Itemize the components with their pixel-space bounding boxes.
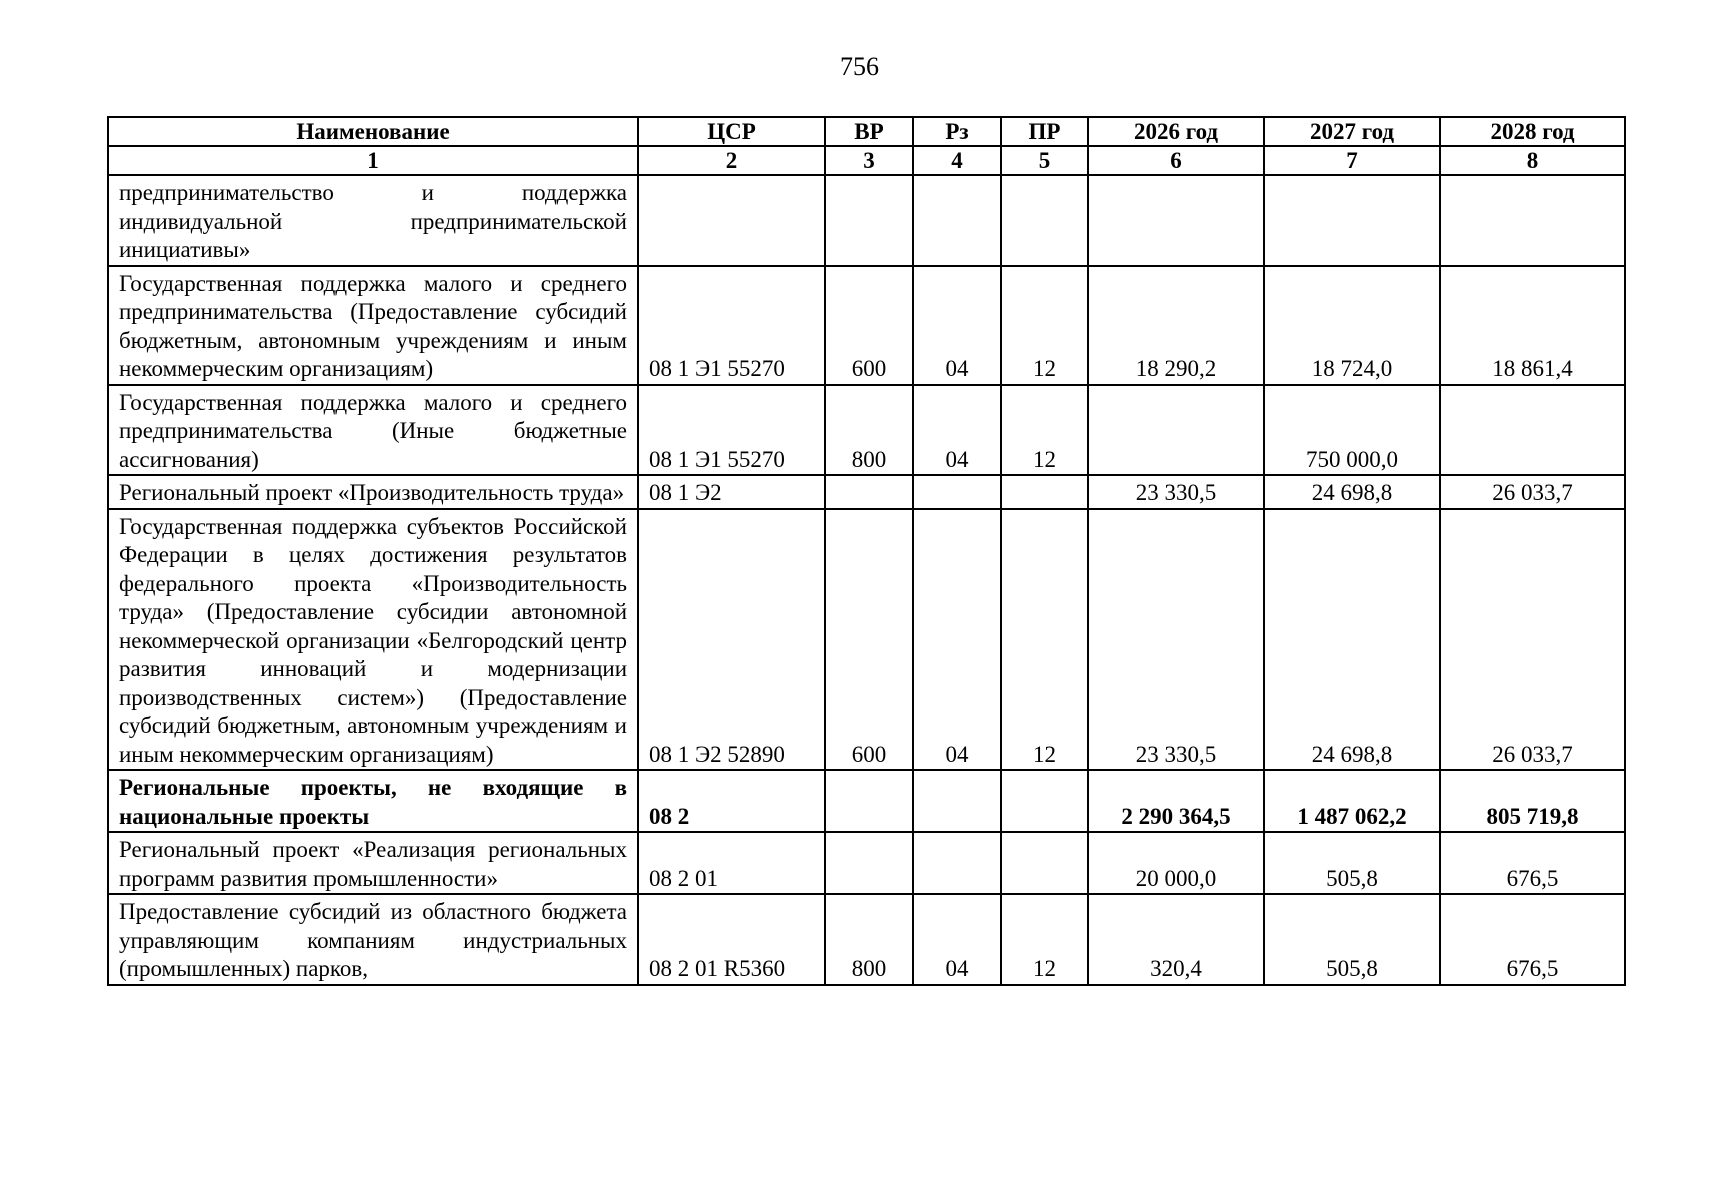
row-2026 <box>1088 175 1264 266</box>
row-name: Государственная поддержка малого и среднего предпринимательства (Предоставление субсидий бюджетным, автономным учреждениям и иным некоммерческим организациям) <box>108 266 638 385</box>
row-2026: 2 290 364,5 <box>1088 770 1264 832</box>
page-number: 756 <box>840 52 879 81</box>
row-2027: 750 000,0 <box>1264 385 1440 476</box>
row-2026: 23 330,5 <box>1088 509 1264 771</box>
column-number-row <box>108 146 1625 175</box>
table-row <box>108 385 1625 476</box>
column-header-name: Наименование <box>108 117 638 146</box>
row-2028: 26 033,7 <box>1440 509 1625 771</box>
row-rz: 04 <box>913 509 1001 771</box>
row-vr: 600 <box>825 266 913 385</box>
row-2028: 18 861,4 <box>1440 266 1625 385</box>
row-2027: 18 724,0 <box>1264 266 1440 385</box>
column-number: 2 <box>638 146 825 175</box>
row-vr <box>825 175 913 266</box>
column-number: 7 <box>1264 146 1440 175</box>
row-vr <box>825 770 913 832</box>
row-vr: 800 <box>825 894 913 985</box>
table-row <box>108 894 1625 985</box>
column-number: 5 <box>1001 146 1088 175</box>
row-pr: 12 <box>1001 266 1088 385</box>
row-csr: 08 1 Э1 55270 <box>638 385 825 476</box>
row-2028: 26 033,7 <box>1440 475 1625 509</box>
column-header-vr: ВР <box>825 117 913 146</box>
row-pr <box>1001 832 1088 894</box>
row-pr <box>1001 175 1088 266</box>
row-rz <box>913 475 1001 509</box>
row-2028 <box>1440 385 1625 476</box>
row-name: предпринимательство и поддержка индивидуальной предпринимательской инициативы» <box>108 175 638 266</box>
row-name: Предоставление субсидий из областного бюджета управляющим компаниям индустриальных (промышленных) парков, <box>108 894 638 985</box>
row-2027: 505,8 <box>1264 832 1440 894</box>
table-row <box>108 832 1625 894</box>
row-csr: 08 1 Э1 55270 <box>638 266 825 385</box>
row-name: Государственная поддержка малого и среднего предпринимательства (Иные бюджетные ассигнования) <box>108 385 638 476</box>
row-2027: 24 698,8 <box>1264 509 1440 771</box>
row-2028: 676,5 <box>1440 894 1625 985</box>
row-csr: 08 2 01 R5360 <box>638 894 825 985</box>
row-csr: 08 1 Э2 52890 <box>638 509 825 771</box>
row-pr: 12 <box>1001 894 1088 985</box>
column-header-2027: 2027 год <box>1264 117 1440 146</box>
row-2027: 1 487 062,2 <box>1264 770 1440 832</box>
row-2027: 505,8 <box>1264 894 1440 985</box>
column-header-pr: ПР <box>1001 117 1088 146</box>
row-name: Региональный проект «Реализация региональных программ развития промышленности» <box>108 832 638 894</box>
row-2026: 320,4 <box>1088 894 1264 985</box>
row-vr <box>825 475 913 509</box>
column-header-2026: 2026 год <box>1088 117 1264 146</box>
budget-table <box>107 116 1626 986</box>
row-2027 <box>1264 175 1440 266</box>
row-pr <box>1001 475 1088 509</box>
column-number: 1 <box>108 146 638 175</box>
column-number: 6 <box>1088 146 1264 175</box>
row-csr <box>638 175 825 266</box>
table-row-section <box>108 770 1625 832</box>
table-row <box>108 509 1625 771</box>
header-row <box>108 117 1625 146</box>
row-rz <box>913 175 1001 266</box>
row-name: Государственная поддержка субъектов Российской Федерации в целях достижения результатов федерального проекта «Производительность труда» (Предоставление субсидии автономной некоммерческой организации «Белгородский центр развития инноваций и модернизации производственных систем») (Предоставление субсидий бюджетным, автономным учреждениям и иным некоммерческим организациям) <box>108 509 638 771</box>
row-pr: 12 <box>1001 385 1088 476</box>
row-name: Региональный проект «Производительность труда» <box>108 475 638 509</box>
row-vr: 800 <box>825 385 913 476</box>
column-number: 4 <box>913 146 1001 175</box>
row-rz <box>913 770 1001 832</box>
row-rz: 04 <box>913 385 1001 476</box>
row-pr <box>1001 770 1088 832</box>
row-rz: 04 <box>913 266 1001 385</box>
row-2026 <box>1088 385 1264 476</box>
row-2026: 20 000,0 <box>1088 832 1264 894</box>
row-csr: 08 2 01 <box>638 832 825 894</box>
row-2028: 676,5 <box>1440 832 1625 894</box>
row-2027: 24 698,8 <box>1264 475 1440 509</box>
row-rz <box>913 832 1001 894</box>
row-2026: 18 290,2 <box>1088 266 1264 385</box>
row-csr: 08 2 <box>638 770 825 832</box>
row-pr: 12 <box>1001 509 1088 771</box>
row-rz: 04 <box>913 894 1001 985</box>
row-vr: 600 <box>825 509 913 771</box>
column-header-csr: ЦСР <box>638 117 825 146</box>
table-row <box>108 475 1625 509</box>
column-number: 8 <box>1440 146 1625 175</box>
row-2028: 805 719,8 <box>1440 770 1625 832</box>
column-number: 3 <box>825 146 913 175</box>
row-2026: 23 330,5 <box>1088 475 1264 509</box>
row-vr <box>825 832 913 894</box>
column-header-rz: Рз <box>913 117 1001 146</box>
table-row <box>108 266 1625 385</box>
row-2028 <box>1440 175 1625 266</box>
row-csr: 08 1 Э2 <box>638 475 825 509</box>
table-row <box>108 175 1625 266</box>
column-header-2028: 2028 год <box>1440 117 1625 146</box>
row-name: Региональные проекты, не входящие в национальные проекты <box>108 770 638 832</box>
